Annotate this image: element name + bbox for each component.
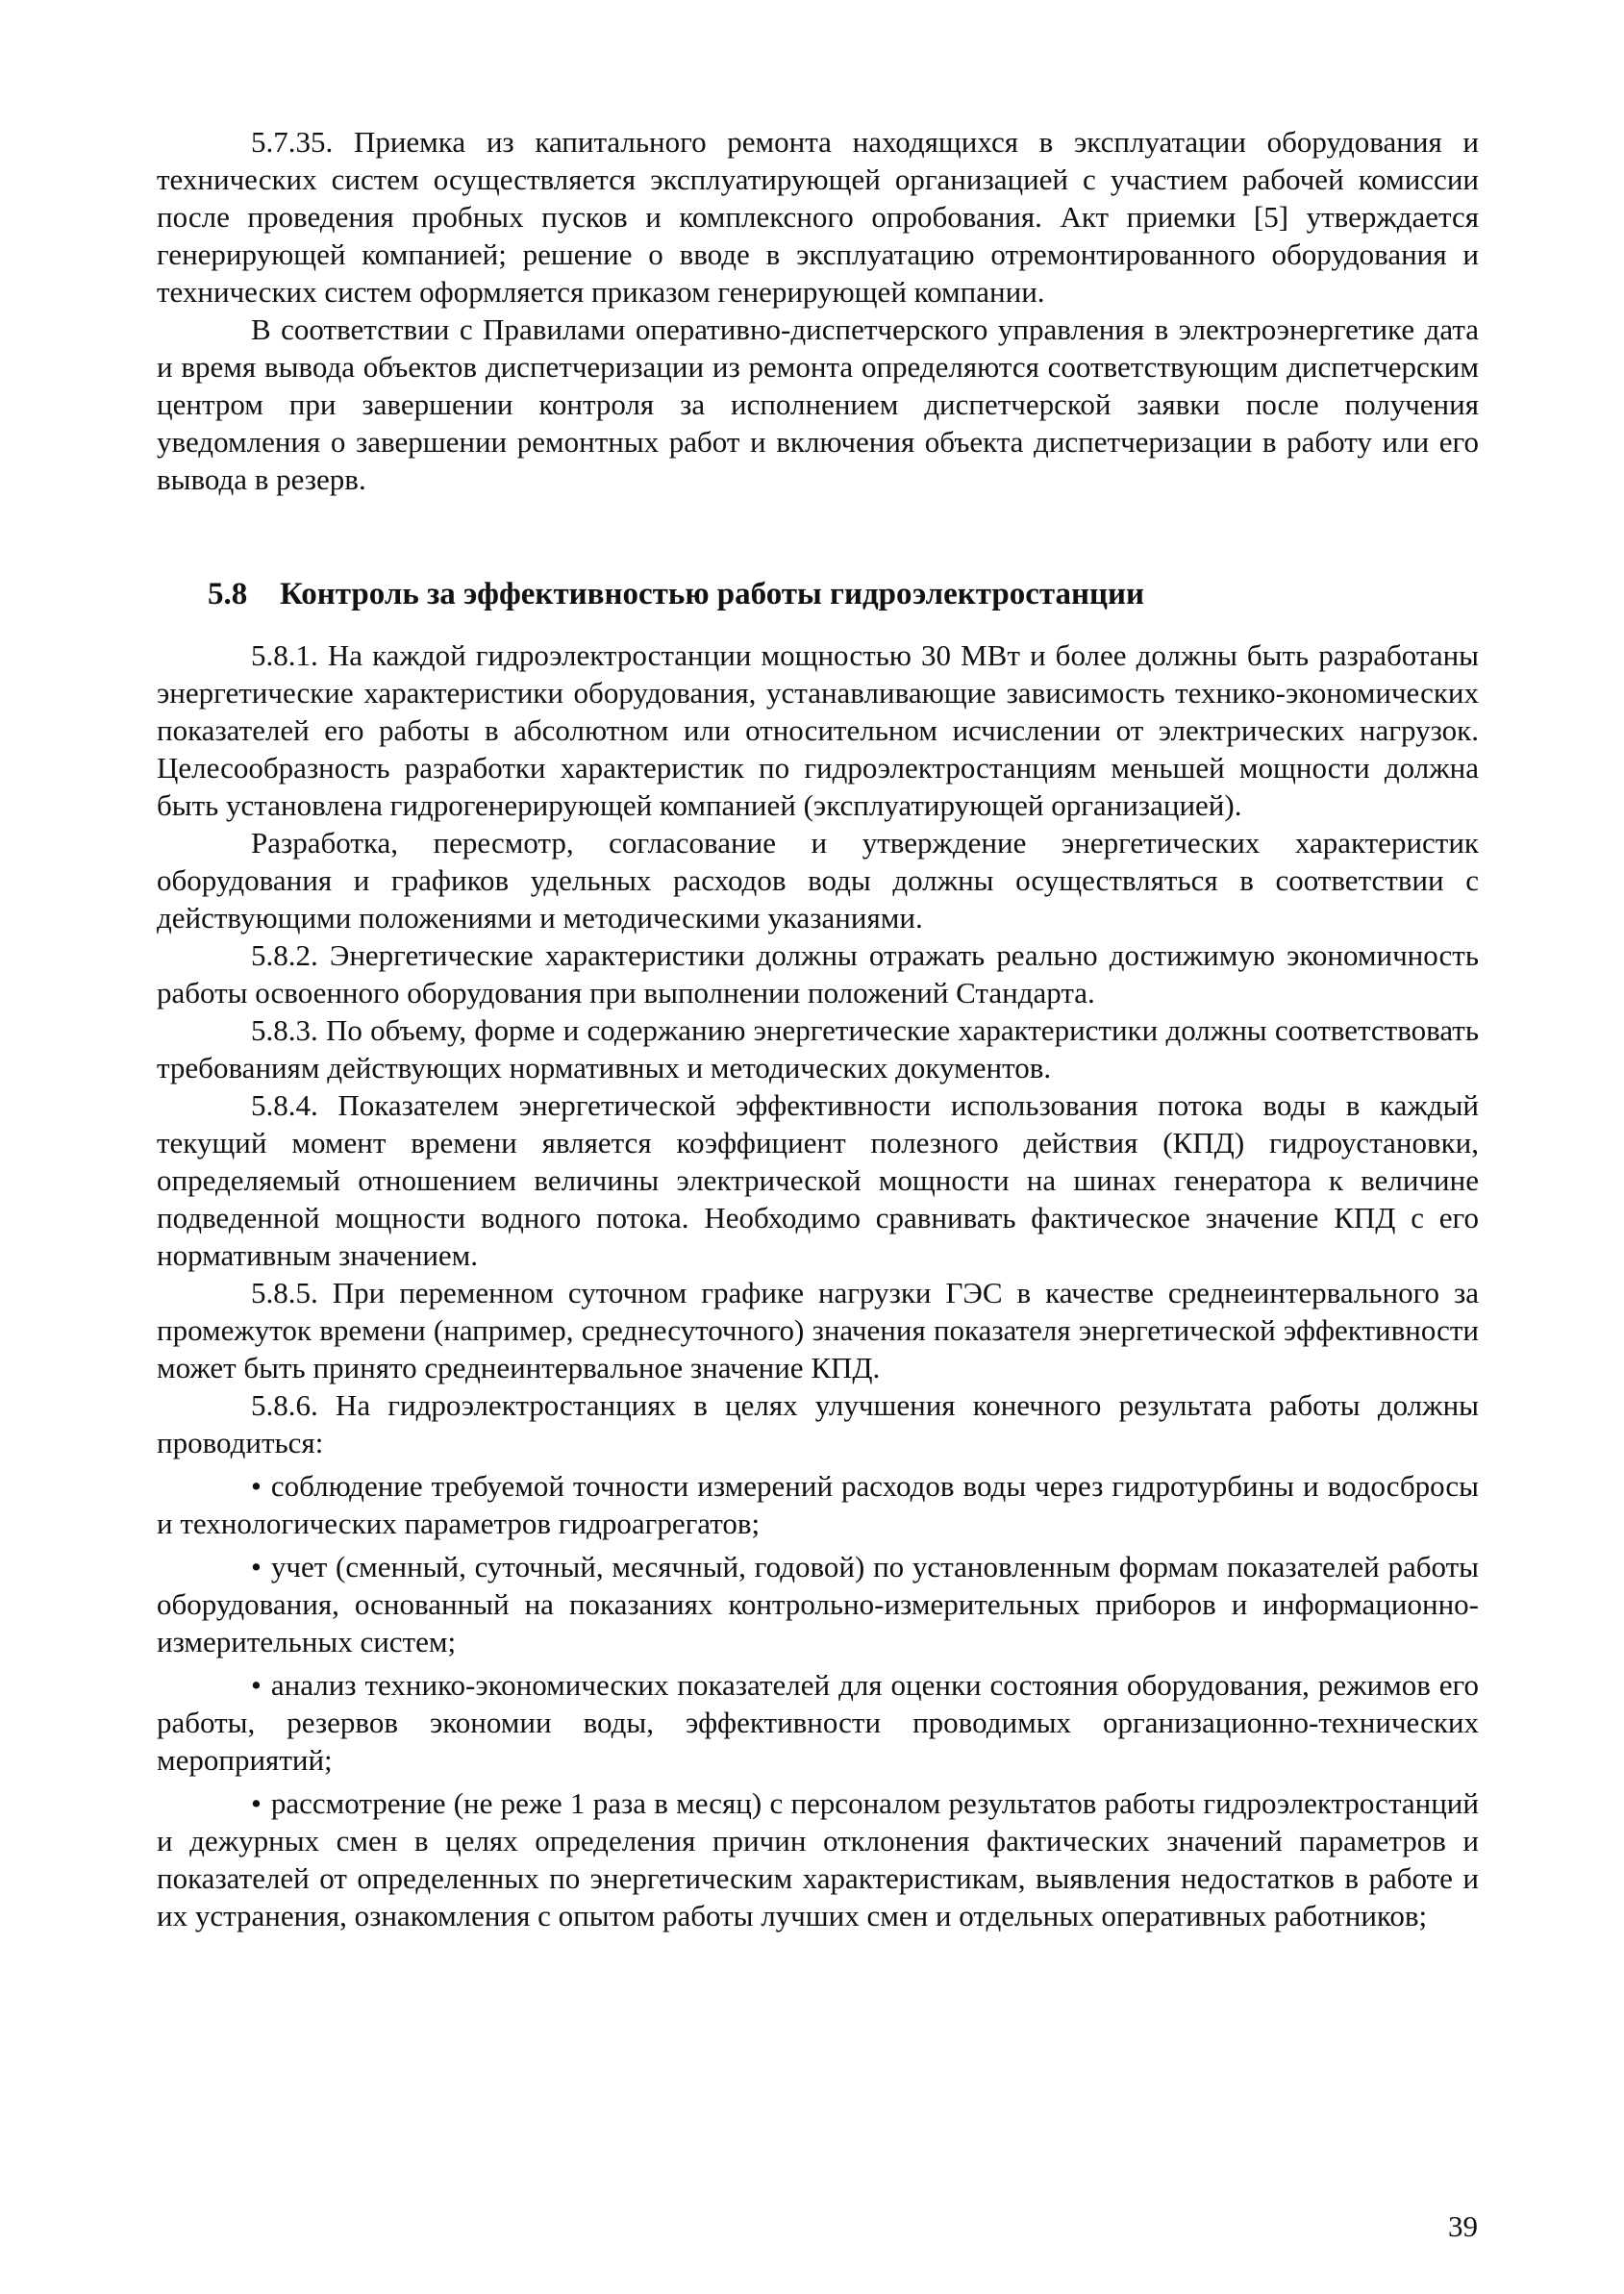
section-title: Контроль за эффективностью работы гидроэлектростанции	[280, 577, 1145, 611]
list-item	[157, 1784, 1479, 1934]
paragraph-dispatch-rules: В соответствии с Правилами оперативно-диспетчерского управления в электроэнергетике дата и время вывода объектов диспетчеризации из ремонта определяются соответствующим диспетчерским центром при завершении контроля за исполнением диспетчерской заявки после получения уведомления о завершении ремонтных работ и включения объекта диспетчеризации в работу или его вывода в резерв.	[157, 312, 1479, 496]
list-item	[157, 1467, 1479, 1542]
section-number: 5.8	[208, 577, 248, 611]
paragraph-5-8-6: 5.8.6. На гидроэлектростанциях в целях улучшения конечного результата работы должны проводиться:	[157, 1388, 1479, 1459]
bullet-icon: •	[251, 1786, 262, 1820]
list-item-text: учет (сменный, суточный, месячный, годовой) по установленным формам показателей работы оборудования, основанный на показаниях контрольно-измерительных приборов и информационно-измерительных систем;	[157, 1550, 1479, 1658]
document-page	[157, 123, 1479, 1934]
list-item-text: анализ технико-экономических показателей для оценки состояния оборудования, режимов его работы, резервов экономии воды, эффективности проводимых организационно-технических мероприятий;	[157, 1668, 1479, 1777]
bullet-icon: •	[251, 1469, 262, 1503]
bullet-icon: •	[251, 1550, 262, 1583]
paragraph-5-8-1: 5.8.1. На каждой гидроэлектростанции мощностью 30 МВт и более должны быть разработаны энергетические характеристики оборудования, устанавливающие зависимость технико-экономических показателей его работы в абсолютном или относительном исчислении от электрических нагрузок. Целесообразность разработки характеристик по гидроэлектростанциям меньшей мощности должна быть установлена гидрогенерирующей компанией (эксплуатирующей организацией).	[157, 638, 1479, 822]
list-item-text: рассмотрение (не реже 1 раза в месяц) с персоналом результатов работы гидроэлектростанций и дежурных смен в целях определения причин отклонения фактических значений параметров и показателей от определенных по энергетическим характеристикам, выявления недостатков в работе и их устранения, ознакомления с опытом работы лучших смен и отдельных оперативных работников;	[157, 1786, 1479, 1932]
paragraph-5-7-35: 5.7.35. Приемка из капитального ремонта находящихся в эксплуатации оборудования и технических систем осуществляется эксплуатирующей организацией с участием рабочей комиссии после проведения пробных пусков и комплексного опробования. Акт приемки [5] утверждается генерирующей компанией; решение о вводе в эксплуатацию отремонтированного оборудования и технических систем оформляется приказом генерирующей компании.	[157, 125, 1479, 309]
paragraph-5-8-5: 5.8.5. При переменном суточном графике нагрузки ГЭС в качестве среднеинтервального за промежуток времени (например, среднесуточного) значения показателя энергетической эффективности может быть принято среднеинтервальное значение КПД.	[157, 1276, 1479, 1384]
paragraph-5-8-3: 5.8.3. По объему, форме и содержанию энергетические характеристики должны соответствовать требованиям действующих нормативных и методических документов.	[157, 1013, 1479, 1085]
paragraph-5-8-2: 5.8.2. Энергетические характеристики должны отражать реально достижимую экономичность работы освоенного оборудования при выполнении положений Стандарта.	[157, 938, 1479, 1010]
list-item-text: соблюдение требуемой точности измерений расходов воды через гидротурбины и водосбросы и технологических параметров гидроагрегатов;	[157, 1469, 1479, 1540]
list-item	[157, 1666, 1479, 1779]
paragraph-development: Разработка, пересмотр, согласование и утверждение энергетических характеристик оборудования и графиков удельных расходов воды должны осуществляться в соответствии с действующими положениями и методическими указаниями.	[157, 826, 1479, 935]
list-item	[157, 1548, 1479, 1660]
section-heading	[157, 575, 1479, 613]
paragraph-5-8-4: 5.8.4. Показателем энергетической эффективности использования потока воды в каждый текущий момент времени является коэффициент полезного действия (КПД) гидроустановки, определяемый отношением величины электрической мощности на шинах генератора к величине подведенной мощности водного потока. Необходимо сравнивать фактическое значение КПД с его нормативным значением.	[157, 1088, 1479, 1272]
page-number: 39	[1448, 2209, 1478, 2243]
bullet-icon: •	[251, 1668, 262, 1702]
